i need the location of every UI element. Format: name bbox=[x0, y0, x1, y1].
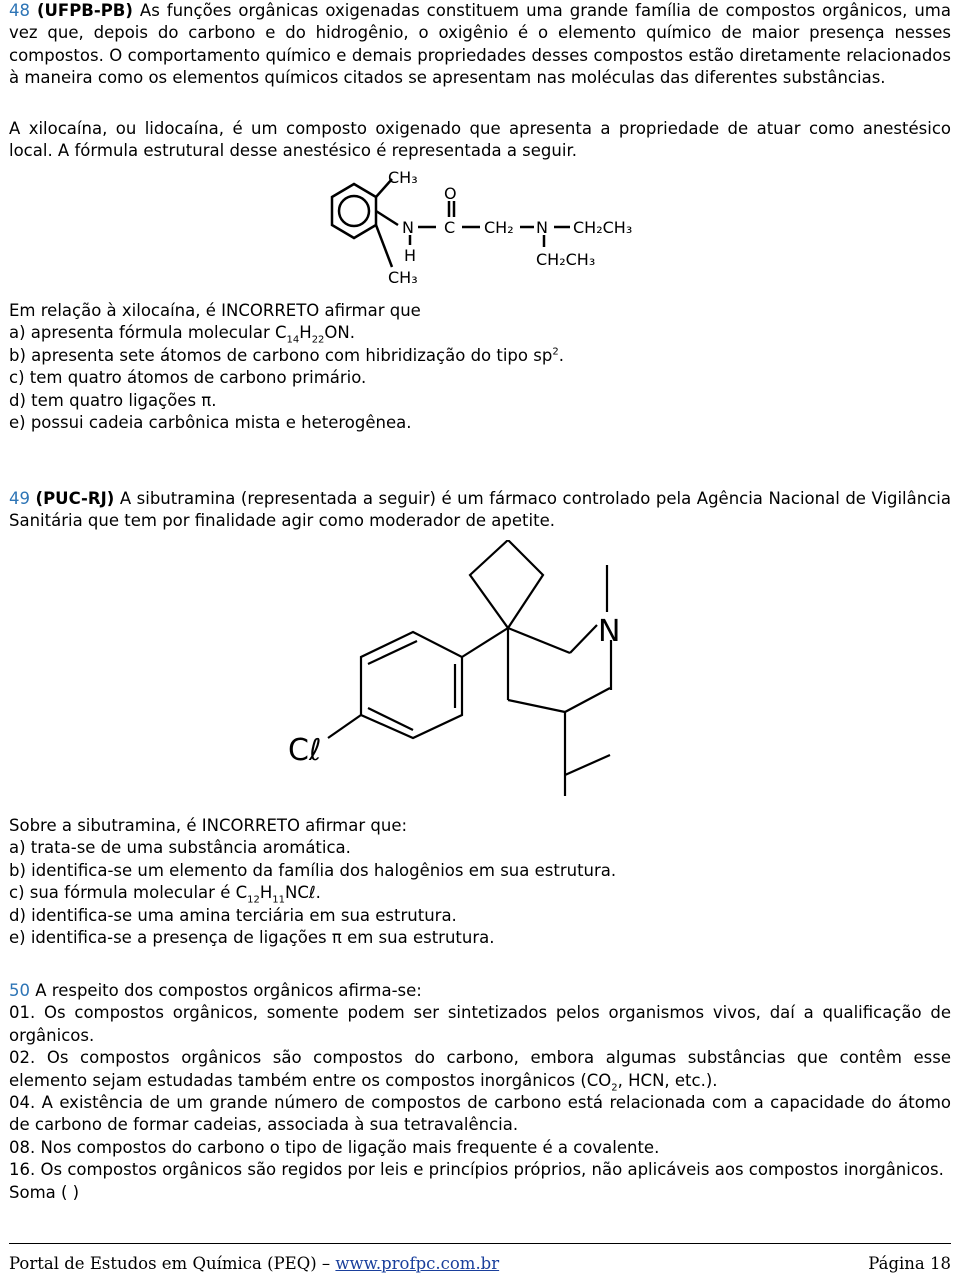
question-number: 48 bbox=[9, 1, 30, 20]
footer-title: Portal de Estudos em Química (PEQ) – bbox=[9, 1254, 336, 1273]
benzene-ring bbox=[361, 632, 462, 738]
page-footer bbox=[9, 1243, 951, 1273]
statement-16: 16. Os compostos orgânicos são regidos por leis e princípios próprios, não aplicáveis aos compostos inorgânicos. bbox=[9, 1160, 944, 1180]
nitrogen-label: N bbox=[598, 614, 621, 649]
footer-link[interactable]: www.profpc.com.br bbox=[335, 1254, 500, 1273]
option-c: c) sua fórmula molecular é $C_{12}H_{11}NC\ell$. bbox=[9, 883, 321, 906]
question-48-options bbox=[9, 300, 951, 434]
oxygen-label: O bbox=[444, 184, 457, 203]
soma-field: Soma ( ) bbox=[9, 1182, 80, 1202]
ch3-bottom-label: CH₃ bbox=[388, 268, 418, 287]
question-text: As funções orgânicas oxigenadas constituem uma grande família de compostos orgânicos, uma vez que, depois do carbono e do hidrogênio, o oxigênio é o elemento químico de maior presença nesses compostos. O comportamento químico e demais propriedades desses compostos estão diretamente relacionados à maneira como os elementos químicos citados se apresentam nas moléculas das diferentes substâncias. bbox=[9, 1, 951, 88]
page-number: Página 18 bbox=[868, 1254, 951, 1273]
option-c: c) tem quatro átomos de carbono primário. bbox=[9, 368, 367, 388]
question-prompt: Sobre a sibutramina, é INCORRETO afirmar que: bbox=[9, 816, 408, 835]
aromatic-circle bbox=[339, 196, 369, 226]
question-48-intro bbox=[9, 0, 951, 90]
paragraph: A xilocaína, ou lidocaína, é um composto oxigenado que apresenta a propriedade de atuar como anestésico local. A fórmula estrutural desse anestésico é representada a seguir. bbox=[9, 119, 951, 161]
question-49-options bbox=[9, 815, 951, 949]
carbonyl-carbon-label: C bbox=[444, 218, 456, 237]
statement-01: 01. Os compostos orgânicos, somente podem ser sintetizados pelos organismos vivos, daí a qualificação de orgânicos. bbox=[9, 1003, 951, 1045]
hydrogen-label: H bbox=[404, 246, 417, 265]
sibutramine-structure bbox=[280, 540, 660, 800]
option-b: b) identifica-se um elemento da família dos halogênios em sua estrutura. bbox=[9, 860, 617, 880]
cyclobutane-ring bbox=[470, 540, 543, 628]
question-number: 50 bbox=[9, 981, 30, 1000]
question-50-intro: 50 A respeito dos compostos orgânicos afirma-se: bbox=[9, 981, 422, 1000]
question-48-text bbox=[9, 118, 951, 163]
option-e: e) identifica-se a presença de ligações π em sua estrutura. bbox=[9, 928, 495, 948]
nitrogen-amine-label: N bbox=[536, 218, 548, 237]
question-number: 49 bbox=[9, 489, 30, 508]
option-b: b) apresenta sete átomos de carbono com hibridização do tipo $sp^2$. bbox=[9, 345, 564, 365]
option-a: a) apresenta fórmula molecular $C_{14}H_{22}ON$. bbox=[9, 323, 355, 346]
statement-02: 02. Os compostos orgânicos são compostos do carbono, embora algumas substâncias que contêm esse elemento sejam estudadas também entre os compostos inorgânicos ($CO_2$, HCN, etc.). bbox=[9, 1048, 951, 1093]
ch2-label: CH₂ bbox=[484, 218, 514, 237]
question-prompt: Em relação à xilocaína, é INCORRETO afirmar que bbox=[9, 301, 421, 320]
xylocaine-structure bbox=[300, 165, 660, 295]
ch2ch3-right-label: CH₂CH₃ bbox=[573, 218, 633, 237]
chlorine-label: Cℓ bbox=[288, 733, 322, 768]
question-50 bbox=[9, 980, 951, 1204]
question-text: A sibutramina (representada a seguir) é um fármaco controlado pela Agência Nacional de Vigilância Sanitária que tem por finalidade agir como moderador de apetite. bbox=[9, 489, 951, 531]
statement-08: 08. Nos compostos do carbono o tipo de ligação mais frequente é a covalente. bbox=[9, 1137, 660, 1157]
question-source: (UFPB-PB) bbox=[36, 1, 133, 20]
question-49-intro bbox=[9, 488, 951, 533]
ch2ch3-bottom-label: CH₂CH₃ bbox=[536, 250, 596, 269]
option-d: d) identifica-se uma amina terciária em sua estrutura. bbox=[9, 905, 457, 925]
option-e: e) possui cadeia carbônica mista e heterogênea. bbox=[9, 413, 412, 433]
nitrogen-amide-label: N bbox=[402, 218, 414, 237]
option-a: a) trata-se de uma substância aromática. bbox=[9, 838, 351, 858]
statement-04: 04. A existência de um grande número de compostos de carbono está relacionada com a capacidade do átomo de carbono de formar cadeias, associada à sua tetravalência. bbox=[9, 1093, 951, 1135]
question-source: (PUC-RJ) bbox=[35, 489, 115, 508]
option-d: d) tem quatro ligações π. bbox=[9, 390, 217, 410]
ch3-top-label: CH₃ bbox=[388, 168, 418, 187]
